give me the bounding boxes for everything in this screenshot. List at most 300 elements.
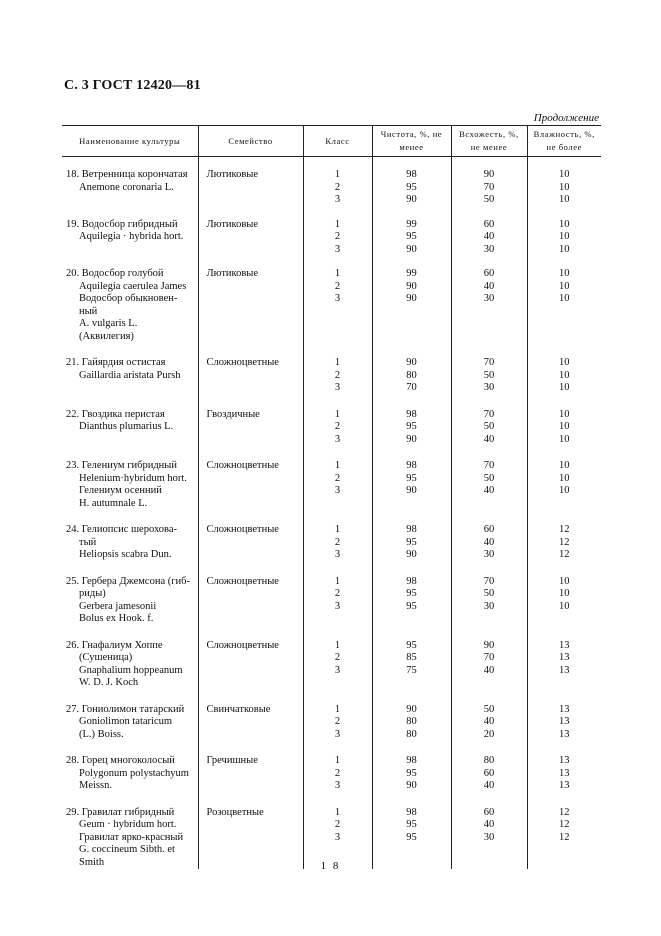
germination-value: 30	[483, 293, 495, 304]
culture-name-line: G. coccineum Sibth. et	[79, 844, 175, 855]
spacer-cell	[198, 562, 303, 576]
spacer-cell	[451, 793, 527, 807]
purity-value: 90	[406, 485, 417, 496]
moisture-value: 12	[559, 806, 570, 818]
culture-name-line: Goniolimon tataricum	[79, 716, 173, 727]
germination-cell	[451, 524, 527, 562]
germination-value: 40	[483, 780, 495, 791]
moisture-value: 10	[559, 588, 570, 599]
purity-value: 70	[406, 382, 417, 393]
spacer-cell	[372, 562, 451, 576]
culture-name-line: Aquilegia · hybrida hort.	[79, 231, 184, 242]
spacer-cell	[303, 343, 372, 357]
spacer-cell	[527, 741, 601, 755]
moisture-value: 12	[559, 831, 570, 843]
row-spacer	[62, 562, 601, 576]
germination-value: 40	[483, 280, 495, 292]
moisture-value: 10	[559, 600, 570, 612]
table-row	[62, 755, 601, 793]
moisture-value: 10	[559, 433, 570, 445]
class-value: 1	[334, 755, 341, 766]
family-cell: Сложноцветные	[198, 357, 303, 395]
spacer-cell	[198, 793, 303, 807]
culture-name-line: 22. Гвоздика перистая	[66, 408, 165, 420]
culture-name-cell	[62, 576, 198, 626]
spacer-cell	[451, 395, 527, 409]
spacer-cell	[372, 741, 451, 755]
germination-cell	[451, 755, 527, 793]
table-body	[62, 157, 601, 870]
culture-name-line: 29. Гравилат гибридный	[66, 806, 175, 818]
culture-name-line: Гелениум осенний	[79, 485, 162, 496]
germination-value: 50	[483, 421, 495, 432]
family-cell: Сложноцветные	[198, 460, 303, 510]
purity-cell	[372, 169, 451, 207]
spacer-cell	[372, 793, 451, 807]
spacer-cell	[62, 510, 198, 524]
germination-value: 70	[483, 575, 495, 587]
moisture-value: 12	[559, 536, 570, 548]
spacer-cell	[62, 343, 198, 357]
class-value: 1	[334, 575, 341, 587]
culture-name-cell	[62, 640, 198, 690]
spacer-cell	[372, 256, 451, 268]
class-value: 2	[334, 369, 341, 381]
spacer-cell	[62, 793, 198, 807]
class-value: 2	[334, 652, 341, 663]
class-value: 1	[334, 703, 341, 715]
class-cell	[303, 357, 372, 395]
germination-cell	[451, 409, 527, 447]
purity-value: 80	[406, 369, 417, 381]
row-spacer	[62, 157, 601, 170]
purity-value: 99	[406, 218, 417, 230]
germination-value: 40	[483, 716, 495, 727]
moisture-value: 13	[559, 639, 570, 651]
culture-name-line: (Сушеница)	[79, 652, 133, 663]
moisture-value: 10	[559, 231, 570, 242]
germination-value: 40	[483, 664, 495, 676]
spacer-cell	[198, 510, 303, 524]
germination-value: 60	[483, 767, 495, 779]
spacer-cell	[527, 793, 601, 807]
purity-value: 98	[406, 408, 417, 420]
purity-value: 95	[406, 472, 417, 484]
purity-value: 98	[406, 524, 417, 535]
culture-name-cell	[62, 460, 198, 510]
purity-value: 95	[406, 231, 417, 242]
class-cell	[303, 169, 372, 207]
class-value: 1	[334, 218, 341, 230]
purity-value: 95	[406, 588, 417, 599]
culture-name-line: Bolus ex Hook. f.	[79, 613, 154, 624]
moisture-value: 10	[559, 382, 570, 393]
culture-name-line: Gerbera jamesonii	[79, 600, 157, 612]
class-cell	[303, 640, 372, 690]
spacer-cell	[198, 256, 303, 268]
culture-name-line: Dianthus plumarius L.	[79, 421, 174, 432]
column-header-class: Класс	[303, 126, 372, 157]
purity-value: 95	[406, 831, 417, 843]
class-value: 3	[334, 433, 341, 445]
spacer-cell	[62, 395, 198, 409]
spacer-cell	[303, 207, 372, 219]
spacer-cell	[372, 157, 451, 170]
class-value: 2	[334, 819, 341, 830]
germination-value: 70	[483, 652, 495, 663]
spacer-cell	[451, 157, 527, 170]
family-cell: Гвоздичные	[198, 409, 303, 447]
purity-value: 90	[406, 703, 417, 715]
spacer-cell	[198, 741, 303, 755]
spacer-cell	[303, 395, 372, 409]
spacer-cell	[62, 207, 198, 219]
moisture-value: 13	[559, 703, 570, 715]
spacer-cell	[198, 343, 303, 357]
germination-value: 30	[483, 382, 495, 393]
purity-value: 90	[406, 549, 417, 560]
moisture-value: 13	[559, 767, 570, 779]
culture-name-line: риды)	[79, 588, 106, 599]
column-header-moisture: Влажность, %, не более	[527, 126, 601, 157]
class-cell	[303, 576, 372, 626]
class-value: 3	[334, 382, 341, 393]
germination-value: 90	[483, 169, 495, 180]
moisture-value: 13	[559, 755, 570, 766]
spacer-cell	[198, 395, 303, 409]
moisture-value: 10	[559, 460, 570, 471]
row-spacer	[62, 626, 601, 640]
germination-cell	[451, 268, 527, 343]
germination-value: 30	[483, 549, 495, 560]
spacer-cell	[372, 343, 451, 357]
spacer-cell	[303, 256, 372, 268]
moisture-cell	[527, 640, 601, 690]
purity-value: 95	[406, 639, 417, 651]
germination-value: 40	[483, 536, 495, 548]
page-number: 1 8	[320, 860, 341, 872]
culture-name-line: Helenium·hybridum hort.	[79, 472, 187, 484]
germination-cell	[451, 169, 527, 207]
moisture-value: 10	[559, 357, 570, 368]
germination-cell	[451, 704, 527, 742]
purity-cell	[372, 755, 451, 793]
purity-value: 98	[406, 169, 417, 180]
germination-value: 30	[483, 243, 495, 255]
class-value: 3	[334, 485, 341, 496]
class-value: 2	[334, 536, 341, 548]
row-spacer	[62, 207, 601, 219]
class-value: 3	[334, 831, 341, 843]
spacer-cell	[527, 446, 601, 460]
table-row	[62, 219, 601, 257]
germination-value: 90	[483, 639, 495, 651]
culture-name-line: (L.) Boiss.	[79, 728, 124, 740]
germination-value: 40	[483, 819, 495, 830]
culture-name-line: Meissn.	[79, 780, 112, 791]
culture-name-line: Heliopsis scabra Dun.	[79, 549, 172, 560]
culture-name-line: 28. Горец многоколосый	[66, 755, 175, 766]
spacer-cell	[372, 446, 451, 460]
family-cell: Лютиковые	[198, 268, 303, 343]
row-spacer	[62, 343, 601, 357]
moisture-value: 12	[559, 819, 570, 830]
culture-name-line: 21. Гайярдия остистая	[66, 357, 166, 368]
spacer-cell	[62, 562, 198, 576]
table-row	[62, 704, 601, 742]
moisture-value: 10	[559, 408, 570, 420]
class-value: 3	[334, 780, 341, 791]
spacer-cell	[372, 626, 451, 640]
culture-name-line: ный	[79, 305, 98, 317]
family-cell: Лютиковые	[198, 219, 303, 257]
column-header-family: Семейство	[198, 126, 303, 157]
moisture-cell	[527, 357, 601, 395]
culture-name-line: Smith	[79, 856, 105, 868]
spacer-cell	[451, 207, 527, 219]
class-cell	[303, 219, 372, 257]
purity-value: 98	[406, 575, 417, 587]
class-value: 1	[334, 639, 341, 651]
culture-name-line: H. autumnale L.	[79, 497, 148, 509]
purity-value: 98	[406, 806, 417, 818]
spacer-cell	[198, 157, 303, 170]
class-value: 1	[334, 460, 341, 471]
spacer-cell	[372, 510, 451, 524]
moisture-cell	[527, 576, 601, 626]
purity-cell	[372, 460, 451, 510]
purity-value: 90	[406, 780, 417, 791]
spacer-cell	[303, 690, 372, 704]
culture-name-line: 25. Гербера Джемсона (гиб-	[66, 575, 190, 587]
moisture-value: 10	[559, 194, 570, 205]
spacer-cell	[198, 690, 303, 704]
class-value: 3	[334, 664, 341, 676]
class-value: 2	[334, 716, 341, 727]
germination-value: 70	[483, 408, 495, 420]
germination-value: 40	[483, 433, 495, 445]
class-value: 1	[334, 524, 341, 535]
purity-value: 90	[406, 293, 417, 304]
culture-name-cell	[62, 268, 198, 343]
continuation-label: Продолжение	[533, 112, 599, 124]
culture-name-cell	[62, 169, 198, 207]
culture-name-line: Гравилат ярко-красный	[79, 831, 184, 843]
column-header-purity: Чистота, %, не менее	[372, 126, 451, 157]
germination-value: 20	[483, 728, 495, 740]
spacer-cell	[303, 562, 372, 576]
class-cell	[303, 704, 372, 742]
purity-value: 90	[406, 280, 417, 292]
purity-value: 95	[406, 819, 417, 830]
germination-value: 40	[483, 231, 495, 242]
moisture-value: 13	[559, 664, 570, 676]
spacer-cell	[527, 207, 601, 219]
germination-value: 60	[483, 218, 495, 230]
culture-name-cell	[62, 357, 198, 395]
culture-name-line: Anemone coronaria L.	[79, 181, 174, 193]
spacer-cell	[527, 510, 601, 524]
moisture-value: 10	[559, 268, 570, 279]
class-value: 3	[334, 728, 341, 740]
spacer-cell	[527, 690, 601, 704]
purity-cell	[372, 357, 451, 395]
row-spacer	[62, 395, 601, 409]
column-header-name: Наименование культуры	[62, 126, 198, 157]
spacer-cell	[62, 690, 198, 704]
culture-name-cell	[62, 755, 198, 793]
purity-value: 90	[406, 433, 417, 445]
class-value: 3	[334, 293, 341, 304]
germination-value: 50	[483, 472, 495, 484]
purity-value: 90	[406, 243, 417, 255]
spacer-cell	[303, 793, 372, 807]
purity-value: 98	[406, 755, 417, 766]
spacer-cell	[451, 510, 527, 524]
moisture-value: 10	[559, 421, 570, 432]
purity-value: 99	[406, 268, 417, 279]
spacer-cell	[62, 446, 198, 460]
moisture-cell	[527, 169, 601, 207]
class-value: 1	[334, 169, 341, 180]
purity-value: 85	[406, 652, 417, 663]
spacer-cell	[527, 626, 601, 640]
culture-name-cell	[62, 524, 198, 562]
germination-value: 50	[483, 369, 495, 381]
class-value: 1	[334, 408, 341, 420]
purity-value: 80	[406, 728, 417, 740]
culture-name-line: Geum · hybridum hort.	[79, 819, 177, 830]
class-value: 2	[334, 280, 341, 292]
purity-value: 95	[406, 536, 417, 548]
moisture-value: 13	[559, 716, 570, 727]
purity-value: 95	[406, 767, 417, 779]
culture-name-line: 20. Водосбор голубой	[66, 268, 164, 279]
table-row	[62, 169, 601, 207]
spacer-cell	[372, 395, 451, 409]
germination-value: 60	[483, 268, 495, 279]
moisture-value: 13	[559, 728, 570, 740]
spacer-cell	[451, 741, 527, 755]
spacer-cell	[527, 395, 601, 409]
spacer-cell	[451, 626, 527, 640]
spacer-cell	[527, 343, 601, 357]
germination-value: 70	[483, 357, 495, 368]
class-value: 1	[334, 806, 341, 818]
moisture-value: 10	[559, 218, 570, 230]
germination-value: 80	[483, 755, 495, 766]
purity-value: 95	[406, 600, 417, 612]
spacer-cell	[303, 510, 372, 524]
moisture-cell	[527, 409, 601, 447]
spacer-cell	[527, 157, 601, 170]
class-value: 1	[334, 357, 341, 368]
spacer-cell	[527, 562, 601, 576]
spacer-cell	[62, 741, 198, 755]
class-value: 2	[334, 421, 341, 432]
family-cell: Гречишные	[198, 755, 303, 793]
germination-value: 50	[483, 588, 495, 599]
moisture-value: 10	[559, 369, 570, 381]
germination-value: 40	[483, 485, 495, 496]
purity-cell	[372, 704, 451, 742]
culture-name-line: 19. Водосбор гибридный	[66, 218, 178, 230]
moisture-value: 10	[559, 485, 570, 496]
spacer-cell	[198, 207, 303, 219]
germination-cell	[451, 460, 527, 510]
germination-value: 60	[483, 524, 495, 535]
spacer-cell	[198, 626, 303, 640]
culture-name-line: Aquilegia caerulea James	[79, 280, 187, 292]
class-value: 3	[334, 600, 341, 612]
class-value: 3	[334, 549, 341, 560]
spacer-cell	[198, 446, 303, 460]
class-cell	[303, 460, 372, 510]
germination-cell	[451, 219, 527, 257]
culture-name-line: Водосбор обыкновен-	[79, 293, 178, 304]
class-value: 2	[334, 231, 341, 242]
class-cell	[303, 409, 372, 447]
culture-name-line: Gaillardia aristata Pursh	[79, 369, 181, 381]
moisture-value: 13	[559, 780, 570, 791]
class-value: 3	[334, 243, 341, 255]
germination-cell	[451, 640, 527, 690]
purity-cell	[372, 524, 451, 562]
germination-value: 70	[483, 460, 495, 471]
culture-name-line: Polygonum polystachyum	[79, 767, 189, 779]
moisture-cell	[527, 460, 601, 510]
purity-value: 90	[406, 194, 417, 205]
class-cell	[303, 268, 372, 343]
class-value: 1	[334, 268, 341, 279]
moisture-value: 10	[559, 243, 570, 255]
moisture-cell	[527, 704, 601, 742]
purity-cell	[372, 640, 451, 690]
purity-cell	[372, 409, 451, 447]
culture-name-line: 24. Гелиопсис шерохова-	[66, 524, 178, 535]
family-cell: Свинчатковые	[198, 704, 303, 742]
spacer-cell	[303, 741, 372, 755]
spacer-cell	[372, 690, 451, 704]
moisture-cell	[527, 524, 601, 562]
germination-value: 70	[483, 181, 495, 193]
family-cell: Сложноцветные	[198, 524, 303, 562]
moisture-value: 10	[559, 575, 570, 587]
culture-name-cell	[62, 219, 198, 257]
spacer-cell	[451, 690, 527, 704]
purity-cell	[372, 219, 451, 257]
family-cell: Сложноцветные	[198, 576, 303, 626]
table-row	[62, 640, 601, 690]
table-row	[62, 409, 601, 447]
class-value: 2	[334, 588, 341, 599]
culture-name-line: W. D. J. Koch	[79, 677, 139, 688]
row-spacer	[62, 690, 601, 704]
spacer-cell	[527, 256, 601, 268]
germination-cell	[451, 357, 527, 395]
purity-value: 95	[406, 421, 417, 432]
culture-name-line: 23. Гелениум гибридный	[66, 460, 177, 471]
spacer-cell	[303, 626, 372, 640]
spacer-cell	[62, 256, 198, 268]
page-header: С. 3 ГОСТ 12420—81	[64, 78, 201, 93]
culture-name-line: 18. Ветренница корончатая	[66, 169, 188, 180]
family-cell: Розоцветные	[198, 807, 303, 870]
moisture-cell	[527, 219, 601, 257]
culture-name-line: (Аквилегия)	[79, 330, 134, 342]
spacer-cell	[303, 157, 372, 170]
class-cell	[303, 755, 372, 793]
